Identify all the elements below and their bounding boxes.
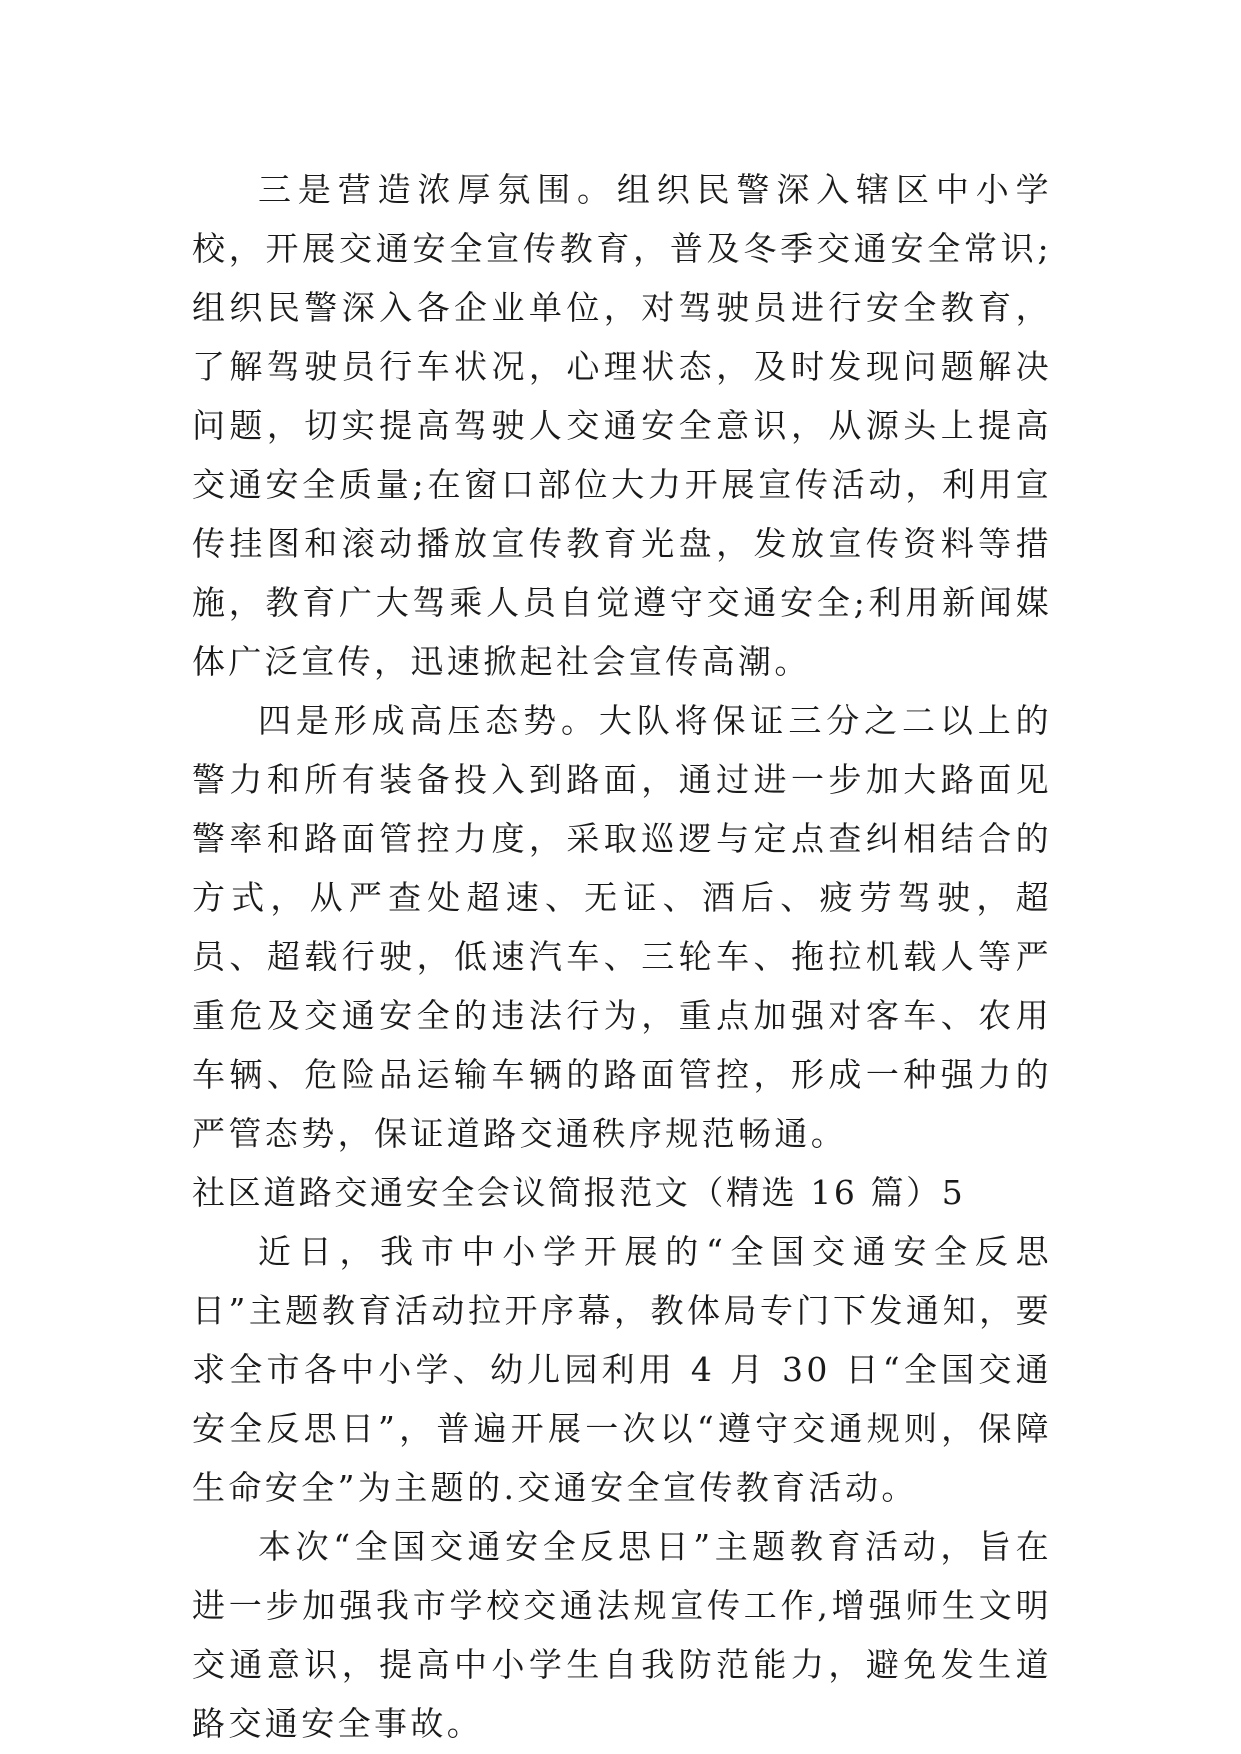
paragraph-reflection-day-intro: 近日，我市中小学开展的“全国交通安全反思日”主题教育活动拉开序幕，教体局专门下发通知，要求全市各中小学、幼儿园利用 4 月 30 日“全国交通安全反思日”，普遍开展一次以“遵守交通规则，保障生命安全”为主题的.交通安全宣传教育活动。 (192, 1232, 1052, 1507)
paragraph-reflection-day-purpose: 本次“全国交通安全反思日”主题教育活动，旨在进一步加强我市学校交通法规宣传工作,增强师生文明交通意识，提高中小学生自我防范能力，避免发生道路交通安全事故。 (192, 1527, 1052, 1743)
document-body (192, 160, 1052, 1753)
section-heading: 社区道路交通安全会议简报范文（精选 16 篇）5 (192, 1173, 966, 1212)
paragraph-three-atmosphere: 三是营造浓厚氛围。组织民警深入辖区中小学校，开展交通安全宣传教育，普及冬季交通安全常识;组织民警深入各企业单位，对驾驶员进行安全教育，了解驾驶员行车状况，心理状态，及时发现问题解决问题，切实提高驾驶人交通安全意识，从源头上提高交通安全质量;在窗口部位大力开展宣传活动，利用宣传挂图和滚动播放宣传教育光盘，发放宣传资料等措施，教育广大驾乘人员自觉遵守交通安全;利用新闻媒体广泛宣传，迅速掀起社会宣传高潮。 (192, 170, 1052, 681)
paragraph-four-pressure: 四是形成高压态势。大队将保证三分之二以上的警力和所有装备投入到路面，通过进一步加大路面见警率和路面管控力度，采取巡逻与定点查纠相结合的方式，从严查处超速、无证、酒后、疲劳驾驶，超员、超载行驶，低速汽车、三轮车、拖拉机载人等严重危及交通安全的违法行为，重点加强对客车、农用车辆、危险品运输车辆的路面管控，形成一种强力的严管态势，保证道路交通秩序规范畅通。 (192, 701, 1052, 1153)
